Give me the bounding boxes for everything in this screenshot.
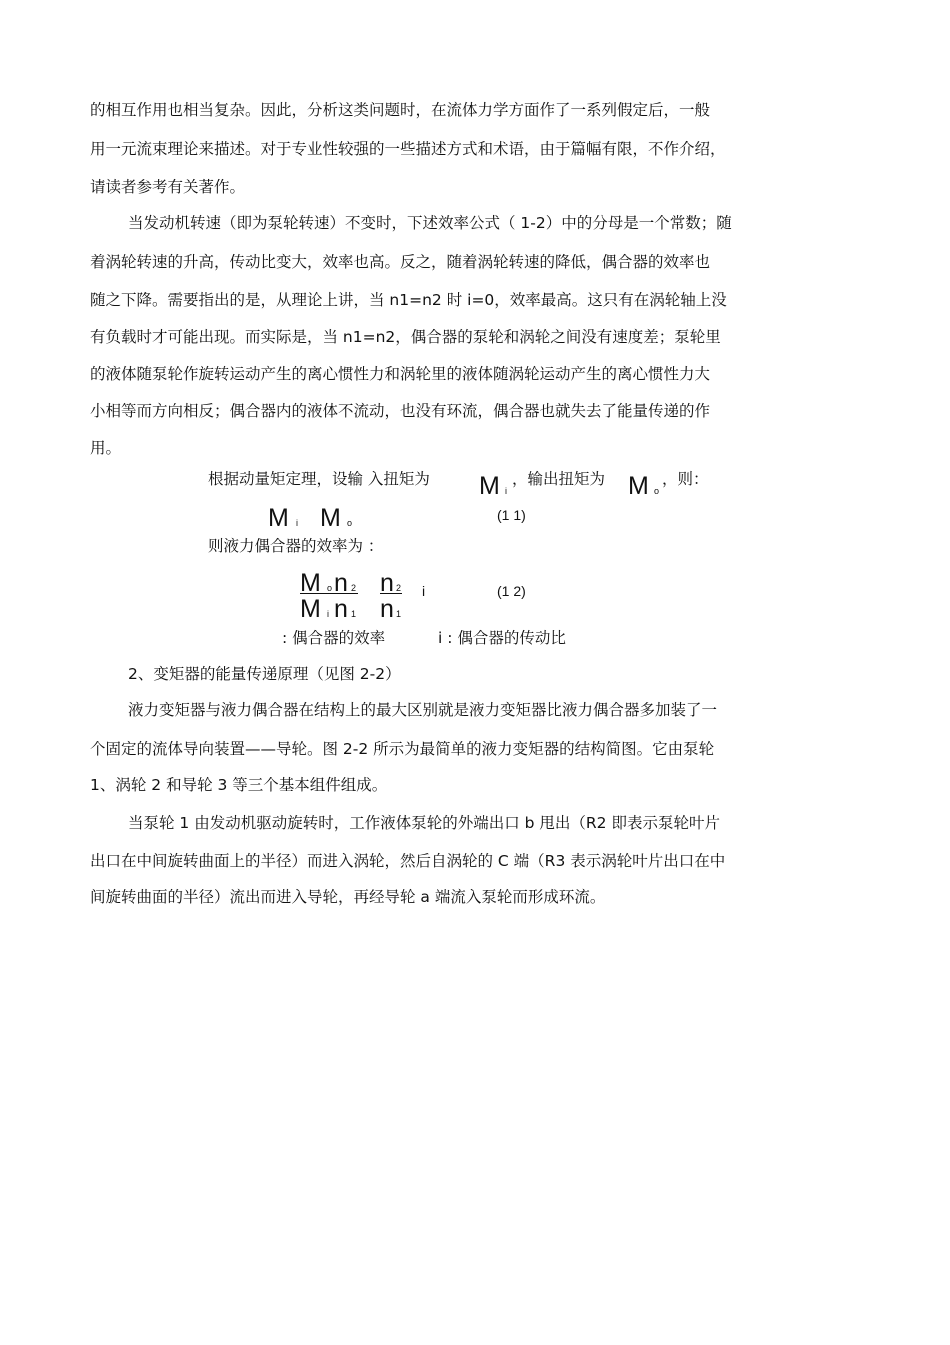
input-torque-symbol: M — [479, 472, 500, 500]
equation-subscript: 1 — [351, 609, 357, 619]
text-line: 1、涡轮 2 和导轮 3 等三个基本组件组成。 — [90, 776, 388, 794]
text-line: 的液体随泵轮作旋转运动产生的离心惯性力和涡轮里的液体随涡轮运动产生的离心惯性力大 — [90, 365, 711, 383]
equation-number: (1 2) — [497, 583, 526, 599]
equation-symbol: n — [380, 595, 394, 623]
equation-subscript: 2 — [396, 583, 402, 593]
efficiency-intro: 则液力偶合器的效率为 ： — [208, 537, 384, 555]
text-line: 液力变矩器与液力偶合器在结构上的最大区别就是液力变矩器比液力偶合器多加装了一 — [128, 701, 718, 719]
equation-symbol: M — [300, 595, 321, 623]
input-torque-subscript: i — [505, 486, 507, 496]
torque-intro-text: ，输出扭矩为 — [512, 470, 606, 488]
equation-symbol: n — [380, 569, 394, 597]
equation-symbol: n — [334, 569, 348, 597]
section-heading: 2、变矩器的能量传递原理（见图 2-2） — [128, 665, 401, 683]
text-line: 出口在中间旋转曲面上的半径）而进入涡轮，然后自涡轮的 C 端（R3 表示涡轮叶片出口在中 — [90, 852, 726, 870]
equation-subscript: i — [296, 518, 298, 528]
output-torque-symbol: M — [628, 472, 649, 500]
equation-symbol: M — [268, 504, 289, 532]
text-line: 小相等而方向相反；偶合器内的液体不流动，也没有环流，偶合器也就失去了能量传递的作 — [90, 402, 711, 420]
equation-subscript: i — [327, 609, 329, 619]
equation-symbol: n — [334, 595, 348, 623]
equation-symbol: M — [320, 504, 341, 532]
output-torque-subscript: o — [654, 486, 660, 496]
equation-subscript: 1 — [396, 609, 402, 619]
text-line: 请读者参考有关著作。 — [90, 178, 246, 196]
text-line: 随之下降。需要指出的是，从理论上讲，当 n1=n2 时 i=0，效率最高。这只有在涡轮轴上没 — [90, 291, 727, 309]
text-line: 间旋转曲面的半径）流出而进入导轮，再经导轮 a 端流入泵轮而形成环流。 — [90, 888, 606, 906]
transmission-ratio-symbol: i — [422, 583, 426, 599]
equation-subscript: o — [347, 518, 353, 528]
text-line: 当泵轮 1 由发动机驱动旋转时，工作液体泵轮的外端出口 b 甩出（R2 即表示泵轮叶片 — [128, 814, 720, 832]
equation-legend-efficiency: : 偶合器的效率 — [282, 629, 386, 647]
text-line: 当发动机转速（即为泵轮转速）不变时，下述效率公式（ 1-2）中的分母是一个常数；随 — [128, 214, 732, 232]
equation-number: (1 1) — [497, 507, 526, 523]
text-line: 个固定的流体导向装置——导轮。图 2-2 所示为最简单的液力变矩器的结构简图。它由泵轮 — [90, 740, 715, 758]
text-line: 着涡轮转速的升高，传动比变大，效率也高。反之，随着涡轮转速的降低，偶合器的效率也 — [90, 253, 711, 271]
text-line: 有负载时才可能出现。而实际是，当 n1=n2，偶合器的泵轮和涡轮之间没有速度差；泵轮里 — [90, 328, 721, 346]
text-line: 的相互作用也相当复杂。因此，分析这类问题时，在流体力学方面作了一系列假定后，一般 — [90, 101, 711, 119]
text-line: 用。 — [90, 439, 122, 457]
torque-intro-text: 根据动量矩定理，设输 入扭矩为 — [208, 470, 430, 488]
equation-subscript: o — [327, 583, 333, 593]
text-line: 用一元流束理论来描述。对于专业性较强的一些描述方式和术语，由于篇幅有限，不作介绍， — [90, 140, 726, 158]
equation-symbol: M — [300, 569, 321, 597]
torque-intro-text: ，则： — [662, 470, 709, 488]
equation-subscript: 2 — [351, 583, 357, 593]
equation-legend-ratio: i : 偶合器的传动比 — [438, 629, 566, 647]
